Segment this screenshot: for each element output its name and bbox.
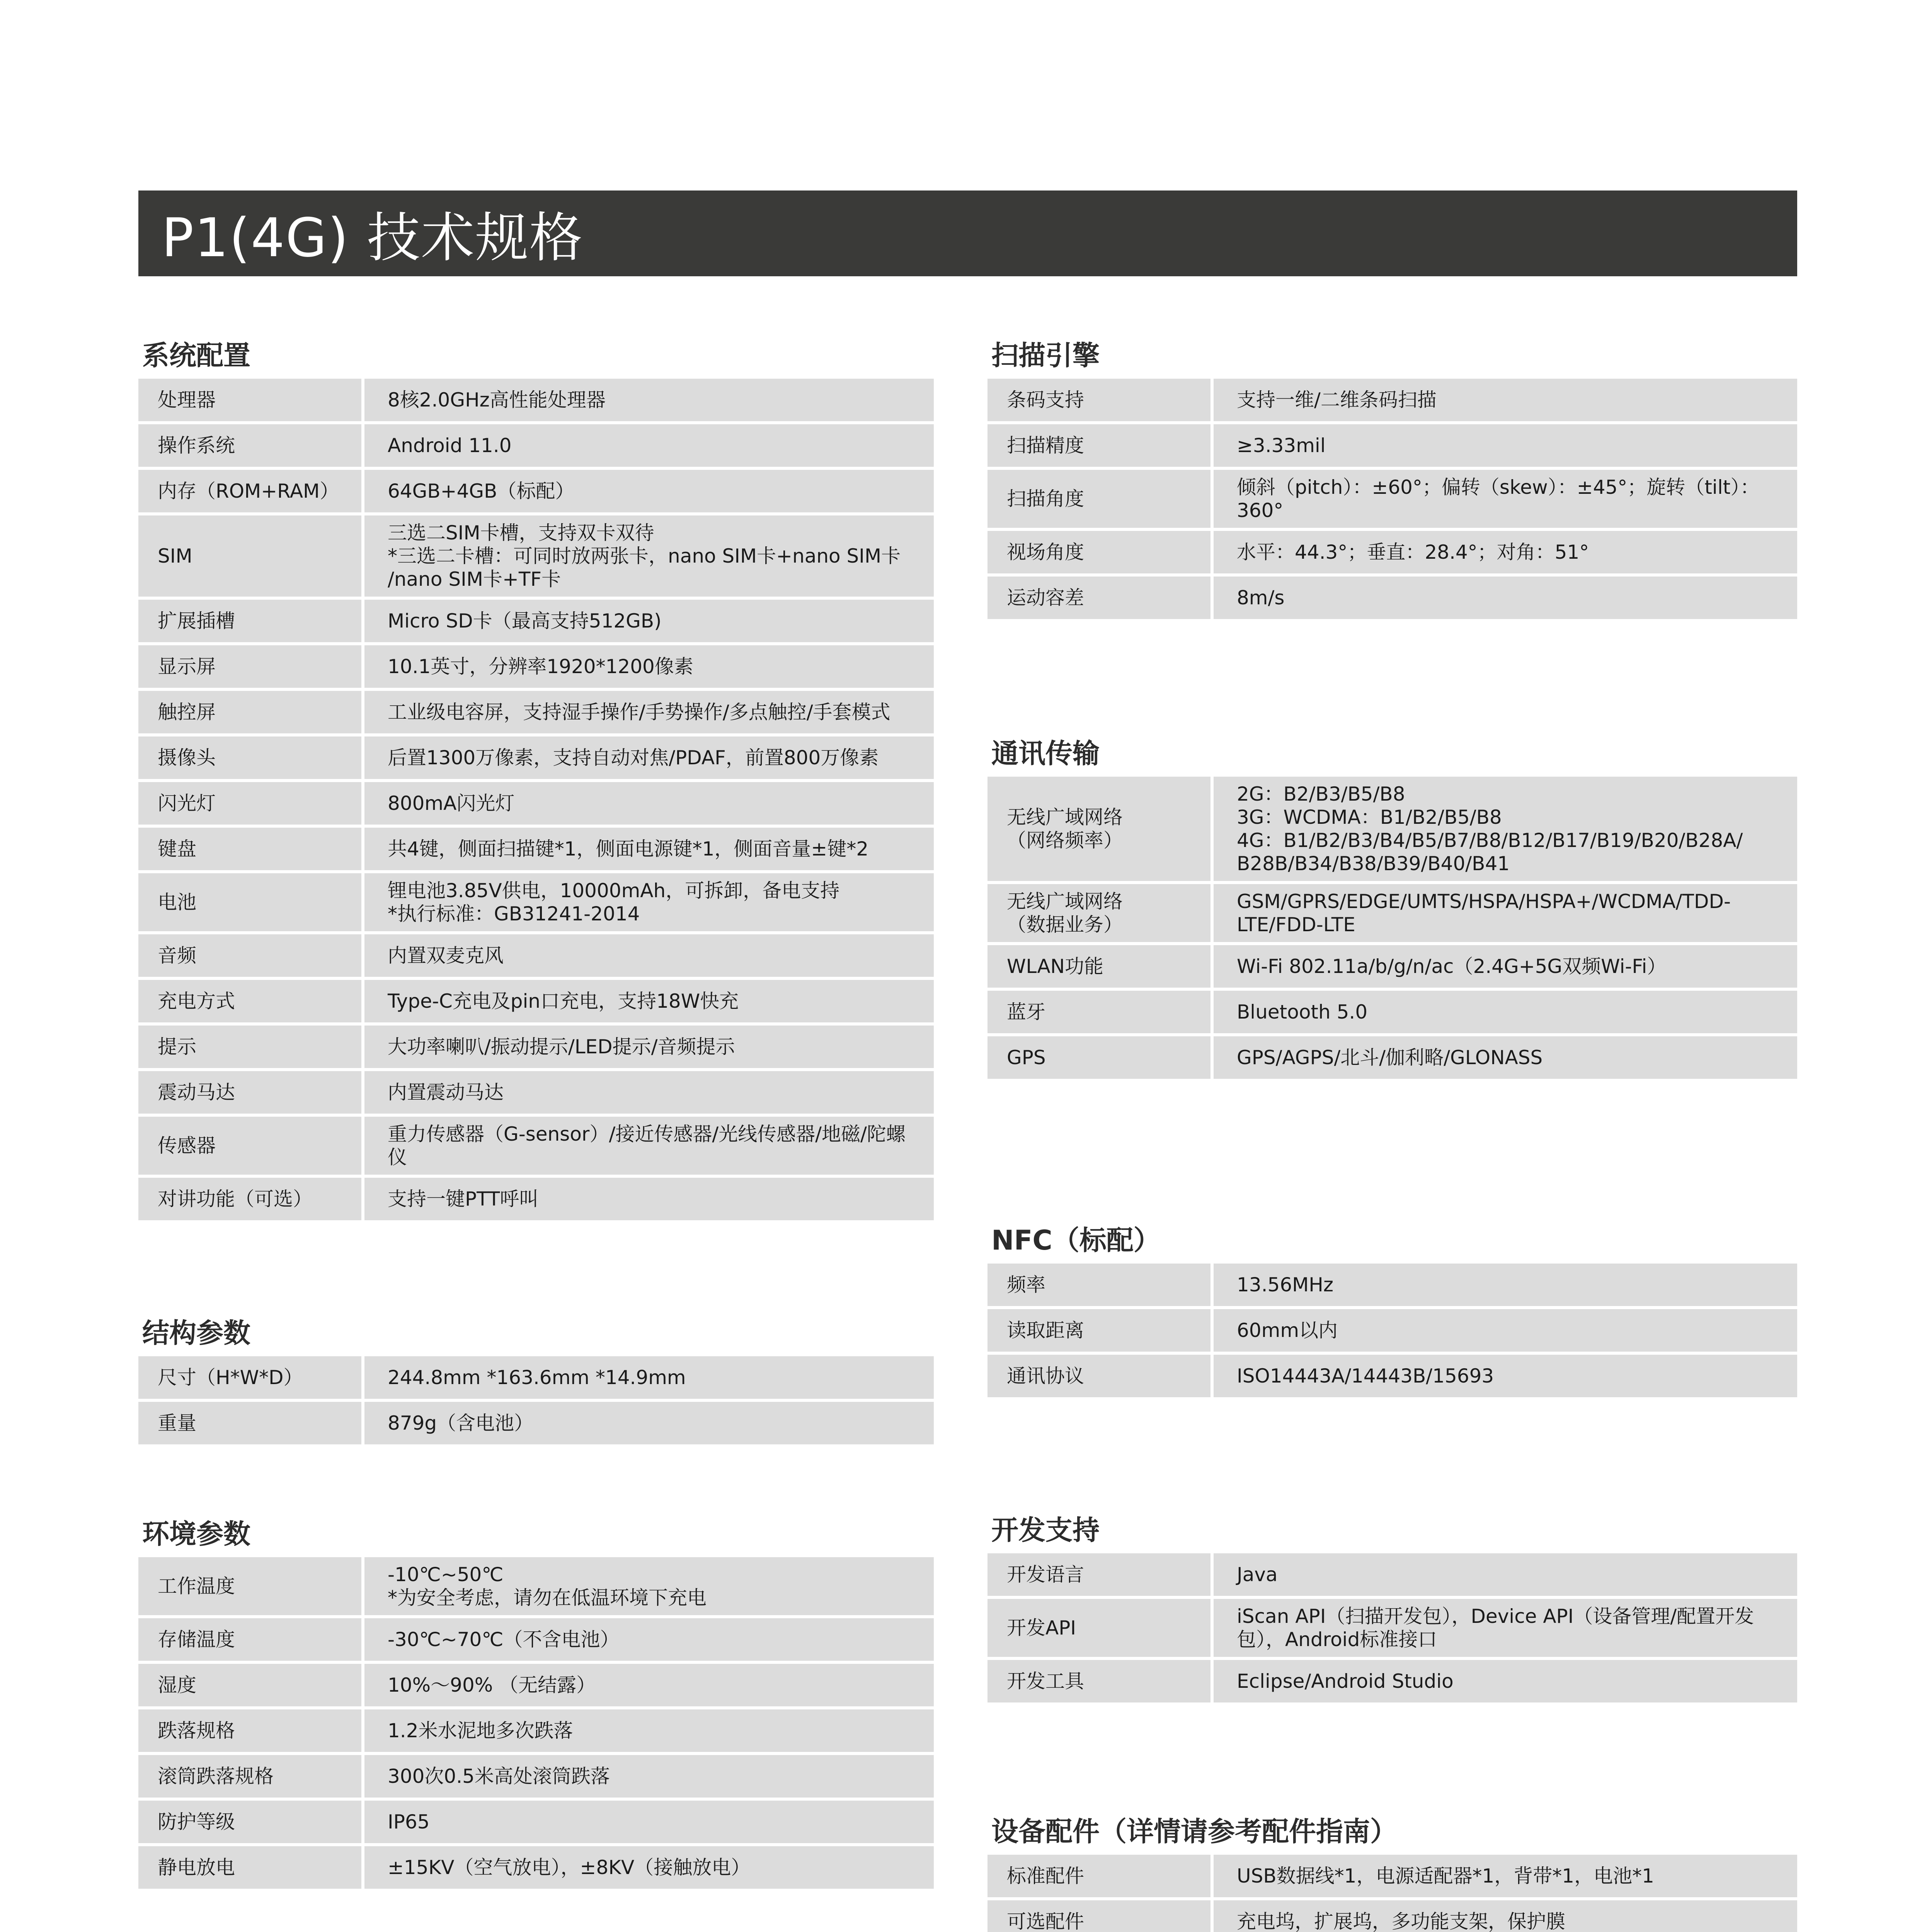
- spec-label: SIM: [138, 515, 361, 597]
- spec-value: Micro SD卡（最高支持512GB): [364, 600, 934, 642]
- spec-value: 充电坞，扩展坞，多功能支架，保护膜: [1214, 1900, 1797, 1932]
- section-title: 环境参数: [142, 1518, 250, 1550]
- spec-row: [987, 424, 1797, 467]
- spec-value: 大功率喇叭/振动提示/LED提示/音频提示: [364, 1026, 934, 1068]
- spec-value: 244.8mm *163.6mm *14.9mm: [364, 1356, 934, 1399]
- spec-row: [987, 1036, 1797, 1079]
- spec-table: [987, 379, 1797, 622]
- spec-value: 锂电池3.85V供电，10000mAh，可拆卸，备电支持 *执行标准：GB31241-2014: [364, 873, 934, 931]
- spec-value: 工业级电容屏，支持湿手操作/手势操作/多点触控/手套模式: [364, 691, 934, 733]
- spec-table: [138, 1557, 934, 1892]
- spec-value: -30℃~70℃（不含电池）: [364, 1618, 934, 1661]
- spec-row: [987, 1355, 1797, 1397]
- spec-label: 无线广域网络 （数据业务）: [987, 884, 1210, 942]
- spec-label: 运动容差: [987, 577, 1210, 619]
- spec-row: [138, 470, 934, 512]
- right-section-2: [987, 1217, 1797, 1400]
- spec-label: 条码支持: [987, 379, 1210, 421]
- spec-row: [987, 1900, 1797, 1932]
- spec-label: 蓝牙: [987, 991, 1210, 1033]
- spec-label: 触控屏: [138, 691, 361, 733]
- section-title: 结构参数: [142, 1317, 250, 1349]
- spec-label: 开发API: [987, 1599, 1210, 1657]
- spec-value: 800mA闪光灯: [364, 782, 934, 825]
- spec-value: 10%～90% （无结露）: [364, 1664, 934, 1706]
- spec-value: Android 11.0: [364, 424, 934, 467]
- spec-value: Eclipse/Android Studio: [1214, 1660, 1797, 1702]
- spec-label: 无线广域网络 （网络频率）: [987, 777, 1210, 881]
- spec-row: [138, 1026, 934, 1068]
- spec-row: [138, 515, 934, 597]
- spec-row: [138, 1402, 934, 1444]
- spec-label: 标准配件: [987, 1855, 1210, 1897]
- spec-label: 操作系统: [138, 424, 361, 467]
- spec-label: 湿度: [138, 1664, 361, 1706]
- section-title: 通讯传输: [991, 738, 1100, 769]
- spec-row: [138, 424, 934, 467]
- spec-row: [138, 980, 934, 1022]
- section-title: 扫描引擎: [991, 340, 1100, 371]
- section-title: NFC（标配）: [991, 1225, 1161, 1256]
- spec-label: 尺寸（H*W*D）: [138, 1356, 361, 1399]
- spec-row: [138, 1071, 934, 1114]
- spec-label: 传感器: [138, 1117, 361, 1175]
- spec-value: GSM/GPRS/EDGE/UMTS/HSPA/HSPA+/WCDMA/TDD- LTE/FDD-LTE: [1214, 884, 1797, 942]
- spec-value: 2G：B2/B3/B5/B8 3G：WCDMA：B1/B2/B5/B8 4G：B1/B2/B3/B4/B5/B7/B8/B12/B17/B19/B20/B28A/ B28B/B34/B38/B39/B40/B41: [1214, 777, 1797, 881]
- spec-label: 充电方式: [138, 980, 361, 1022]
- spec-row: [987, 945, 1797, 988]
- spec-label: 开发工具: [987, 1660, 1210, 1702]
- spec-label: GPS: [987, 1036, 1210, 1079]
- spec-label: 滚筒跌落规格: [138, 1755, 361, 1798]
- spec-value: iScan API（扫描开发包），Device API（设备管理/配置开发 包），Android标准接口: [1214, 1599, 1797, 1657]
- spec-row: [987, 991, 1797, 1033]
- spec-row: [987, 884, 1797, 942]
- spec-label: 防护等级: [138, 1801, 361, 1843]
- spec-row: [987, 1264, 1797, 1306]
- spec-row: [987, 577, 1797, 619]
- spec-value: 倾斜（pitch）：±60°；偏转（skew）：±45°；旋转（tilt）： 360°: [1214, 470, 1797, 528]
- spec-row: [138, 1846, 934, 1889]
- spec-value: 300次0.5米高处滚筒跌落: [364, 1755, 934, 1798]
- spec-label: 摄像头: [138, 736, 361, 779]
- spec-label: 静电放电: [138, 1846, 361, 1889]
- spec-row: [138, 379, 934, 421]
- spec-value: 三选二SIM卡槽，支持双卡双待 *三选二卡槽：可同时放两张卡，nano SIM卡+nano SIM卡 /nano SIM卡+TF卡: [364, 515, 934, 597]
- spec-value: GPS/AGPS/北斗/伽利略/GLONASS: [1214, 1036, 1797, 1079]
- spec-value: 共4键，侧面扫描键*1，侧面电源键*1，侧面音量±键*2: [364, 828, 934, 870]
- spec-table: [987, 1855, 1797, 1932]
- spec-value: IP65: [364, 1801, 934, 1843]
- spec-label: 音频: [138, 934, 361, 977]
- spec-label: 提示: [138, 1026, 361, 1068]
- left-section-2: [138, 1511, 934, 1892]
- spec-row: [987, 1855, 1797, 1897]
- spec-value: 重力传感器（G-sensor）/接近传感器/光线传感器/地磁/陀螺 仪: [364, 1117, 934, 1175]
- right-section-0: [987, 332, 1797, 622]
- spec-value: 8核2.0GHz高性能处理器: [364, 379, 934, 421]
- spec-value: Java: [1214, 1553, 1797, 1596]
- spec-row: [138, 1755, 934, 1798]
- spec-label: 扩展插槽: [138, 600, 361, 642]
- spec-label: 对讲功能（可选）: [138, 1178, 361, 1220]
- spec-row: [138, 1117, 934, 1175]
- spec-table: [138, 379, 934, 1223]
- spec-label: 频率: [987, 1264, 1210, 1306]
- spec-value: 后置1300万像素，支持自动对焦/PDAF，前置800万像素: [364, 736, 934, 779]
- right-section-3: [987, 1507, 1797, 1706]
- spec-label: 视场角度: [987, 531, 1210, 573]
- spec-label: 震动马达: [138, 1071, 361, 1114]
- spec-value: 支持一键PTT呼叫: [364, 1178, 934, 1220]
- right-section-1: [987, 730, 1797, 1082]
- spec-value: 60mm以内: [1214, 1309, 1797, 1352]
- spec-value: 10.1英寸，分辨率1920*1200像素: [364, 645, 934, 688]
- spec-label: 重量: [138, 1402, 361, 1444]
- spec-row: [138, 736, 934, 779]
- spec-row: [138, 645, 934, 688]
- spec-table: [987, 777, 1797, 1082]
- spec-value: 内置震动马达: [364, 1071, 934, 1114]
- spec-label: 电池: [138, 873, 361, 931]
- spec-value: Bluetooth 5.0: [1214, 991, 1797, 1033]
- spec-row: [138, 873, 934, 931]
- spec-value: ≥3.33mil: [1214, 424, 1797, 467]
- spec-row: [138, 1356, 934, 1399]
- spec-label: 存储温度: [138, 1618, 361, 1661]
- spec-value: 内置双麦克风: [364, 934, 934, 977]
- spec-value: 879g（含电池）: [364, 1402, 934, 1444]
- spec-label: 开发语言: [987, 1553, 1210, 1596]
- spec-row: [987, 470, 1797, 528]
- spec-row: [138, 1557, 934, 1615]
- spec-value: -10℃~50℃ *为安全考虑，请勿在低温环境下充电: [364, 1557, 934, 1615]
- spec-row: [987, 1553, 1797, 1596]
- spec-row: [138, 1664, 934, 1706]
- spec-row: [138, 1618, 934, 1661]
- spec-value: Type-C充电及pin口充电，支持18W快充: [364, 980, 934, 1022]
- spec-label: 扫描角度: [987, 470, 1210, 528]
- spec-value: 支持一维/二维条码扫描: [1214, 379, 1797, 421]
- spec-row: [138, 600, 934, 642]
- spec-row: [138, 1801, 934, 1843]
- right-section-4: [987, 1808, 1797, 1932]
- spec-label: 处理器: [138, 379, 361, 421]
- spec-label: 可选配件: [987, 1900, 1210, 1932]
- spec-row: [138, 934, 934, 977]
- spec-row: [987, 531, 1797, 573]
- spec-row: [138, 782, 934, 825]
- spec-row: [987, 1599, 1797, 1657]
- spec-row: [138, 828, 934, 870]
- spec-label: 工作温度: [138, 1557, 361, 1615]
- spec-label: 扫描精度: [987, 424, 1210, 467]
- spec-value: Wi-Fi 802.11a/b/g/n/ac（2.4G+5G双频Wi-Fi）: [1214, 945, 1797, 988]
- spec-row: [987, 1660, 1797, 1702]
- spec-row: [987, 1309, 1797, 1352]
- spec-value: 13.56MHz: [1214, 1264, 1797, 1306]
- page-title-bar: [138, 190, 1797, 276]
- spec-row: [138, 1178, 934, 1220]
- spec-table: [987, 1264, 1797, 1400]
- spec-value: 64GB+4GB（标配）: [364, 470, 934, 512]
- page-title: P1(4G) 技术规格: [162, 207, 584, 269]
- spec-table: [138, 1356, 934, 1447]
- spec-row: [138, 1709, 934, 1752]
- spec-row: [138, 691, 934, 733]
- spec-table: [987, 1553, 1797, 1706]
- spec-value: 8m/s: [1214, 577, 1797, 619]
- spec-label: 闪光灯: [138, 782, 361, 825]
- spec-value: 水平：44.3°；垂直：28.4°；对角：51°: [1214, 531, 1797, 573]
- spec-row: [987, 379, 1797, 421]
- spec-value: ±15KV（空气放电），±8KV（接触放电）: [364, 1846, 934, 1889]
- spec-value: USB数据线*1，电源适配器*1，背带*1，电池*1: [1214, 1855, 1797, 1897]
- spec-row: [987, 777, 1797, 881]
- spec-label: 显示屏: [138, 645, 361, 688]
- spec-value: 1.2米水泥地多次跌落: [364, 1709, 934, 1752]
- section-title: 开发支持: [991, 1514, 1100, 1546]
- spec-label: 读取距离: [987, 1309, 1210, 1352]
- spec-label: 跌落规格: [138, 1709, 361, 1752]
- spec-label: 通讯协议: [987, 1355, 1210, 1397]
- section-title: 系统配置: [142, 340, 250, 371]
- spec-label: 内存（ROM+RAM）: [138, 470, 361, 512]
- spec-label: WLAN功能: [987, 945, 1210, 988]
- section-title: 设备配件（详情请参考配件指南）: [991, 1816, 1397, 1847]
- left-section-0: [138, 332, 934, 1223]
- spec-label: 键盘: [138, 828, 361, 870]
- left-section-1: [138, 1310, 934, 1447]
- spec-value: ISO14443A/14443B/15693: [1214, 1355, 1797, 1397]
